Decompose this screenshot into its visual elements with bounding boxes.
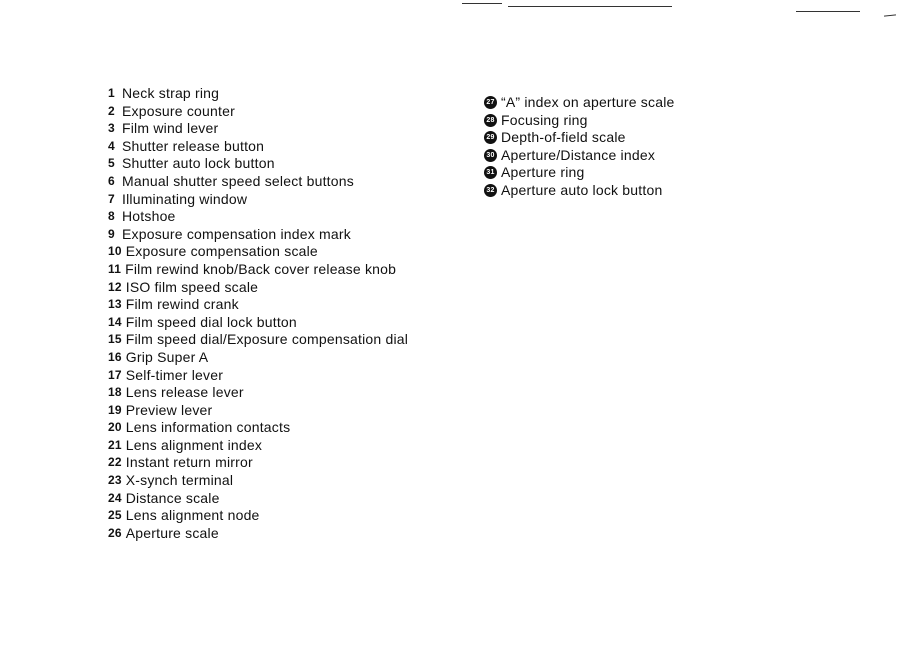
item-label: Hotshoe xyxy=(122,208,176,225)
list-item xyxy=(108,243,448,261)
item-label: Illuminating window xyxy=(122,190,248,207)
list-item xyxy=(484,112,744,130)
item-number: 24 xyxy=(108,490,122,505)
list-item xyxy=(108,261,448,279)
item-number: 32 xyxy=(484,184,497,197)
item-number: 27 xyxy=(484,96,497,109)
item-label: Manual shutter speed select buttons xyxy=(122,172,354,189)
list-item xyxy=(108,419,448,437)
list-item xyxy=(108,525,448,543)
item-number: 18 xyxy=(108,385,122,400)
list-item xyxy=(108,155,448,173)
item-label: Lens alignment index xyxy=(125,436,263,453)
list-item xyxy=(484,94,744,112)
list-item xyxy=(108,120,448,138)
list-item xyxy=(108,279,448,297)
item-number: 16 xyxy=(108,349,122,364)
list-item xyxy=(108,138,448,156)
item-number: 10 xyxy=(108,244,122,259)
item-label: Grip Super A xyxy=(125,348,209,365)
list-item xyxy=(108,384,448,402)
item-label: ISO film speed scale xyxy=(125,278,259,295)
item-label: Aperture auto lock button xyxy=(501,181,663,198)
item-label: X-synch terminal xyxy=(125,472,234,489)
list-item xyxy=(108,226,448,244)
item-label: Lens information contacts xyxy=(125,419,291,436)
list-item xyxy=(108,85,448,103)
item-number: 12 xyxy=(108,279,122,294)
item-number: 3 xyxy=(108,121,115,136)
item-number: 23 xyxy=(108,473,122,488)
item-label: Self-timer lever xyxy=(125,366,224,383)
item-label: Lens alignment node xyxy=(125,507,260,524)
item-label: Distance scale xyxy=(125,489,220,506)
list-item xyxy=(484,129,744,147)
item-number: 9 xyxy=(108,226,115,241)
list-item xyxy=(484,164,744,182)
item-label: Aperture/Distance index xyxy=(501,146,656,163)
item-label: “A” index on aperture scale xyxy=(501,94,675,110)
list-item xyxy=(108,296,448,314)
item-label: Instant return mirror xyxy=(125,454,253,471)
item-number: 31 xyxy=(484,166,497,179)
item-label: Film wind lever xyxy=(122,120,219,137)
item-number: 21 xyxy=(108,437,122,452)
item-label: Lens release lever xyxy=(125,384,244,401)
item-label: Film speed dial lock button xyxy=(125,313,297,330)
list-item xyxy=(108,331,448,349)
list-item xyxy=(108,402,448,420)
item-label: Aperture ring xyxy=(501,164,585,180)
item-label: Depth-of-field scale xyxy=(501,129,626,145)
item-label: Exposure counter xyxy=(122,102,235,119)
list-item xyxy=(108,472,448,490)
item-number: 4 xyxy=(108,138,115,153)
list-item xyxy=(108,490,448,508)
item-number: 13 xyxy=(108,297,122,312)
item-number: 14 xyxy=(108,314,122,329)
scan-line xyxy=(796,11,860,12)
list-item xyxy=(484,182,744,200)
item-number: 19 xyxy=(108,402,122,417)
item-number: 7 xyxy=(108,191,115,206)
item-number: 26 xyxy=(108,525,122,540)
item-label: Shutter auto lock button xyxy=(122,155,275,172)
item-number: 28 xyxy=(484,114,497,127)
item-label: Film speed dial/Exposure compensation dial xyxy=(125,331,409,348)
item-number: 17 xyxy=(108,367,122,382)
item-number: 20 xyxy=(108,420,122,435)
item-label: Film rewind knob/Back cover release knob xyxy=(125,260,397,277)
item-number: 5 xyxy=(108,156,115,171)
item-label: Film rewind crank xyxy=(125,296,239,313)
item-number: 1 xyxy=(108,86,115,100)
list-item xyxy=(108,191,448,209)
item-number: 29 xyxy=(484,131,497,144)
item-number: 8 xyxy=(108,209,115,224)
list-item xyxy=(108,173,448,191)
list-item xyxy=(484,147,744,165)
list-item xyxy=(108,103,448,121)
parts-list-right xyxy=(484,94,744,199)
item-label: Neck strap ring xyxy=(122,85,220,101)
item-number: 15 xyxy=(108,332,122,347)
item-number: 6 xyxy=(108,173,115,188)
item-label: Preview lever xyxy=(125,401,213,418)
item-number: 25 xyxy=(108,508,122,523)
item-label: Exposure compensation scale xyxy=(125,243,318,260)
item-label: Exposure compensation index mark xyxy=(122,225,351,242)
item-label: Aperture scale xyxy=(125,524,219,541)
item-number: 2 xyxy=(108,103,115,118)
item-label: Shutter release button xyxy=(122,137,265,154)
item-number: 11 xyxy=(108,261,122,276)
list-item xyxy=(108,507,448,525)
list-item xyxy=(108,349,448,367)
list-item xyxy=(108,314,448,332)
list-item xyxy=(108,208,448,226)
scan-line xyxy=(884,14,896,16)
parts-list-left xyxy=(108,85,448,542)
scan-line xyxy=(462,3,502,4)
list-item xyxy=(108,454,448,472)
scan-line xyxy=(508,6,672,7)
item-label: Focusing ring xyxy=(501,111,588,128)
item-number: 30 xyxy=(484,149,497,162)
list-item xyxy=(108,437,448,455)
list-item xyxy=(108,367,448,385)
item-number: 22 xyxy=(108,455,122,470)
